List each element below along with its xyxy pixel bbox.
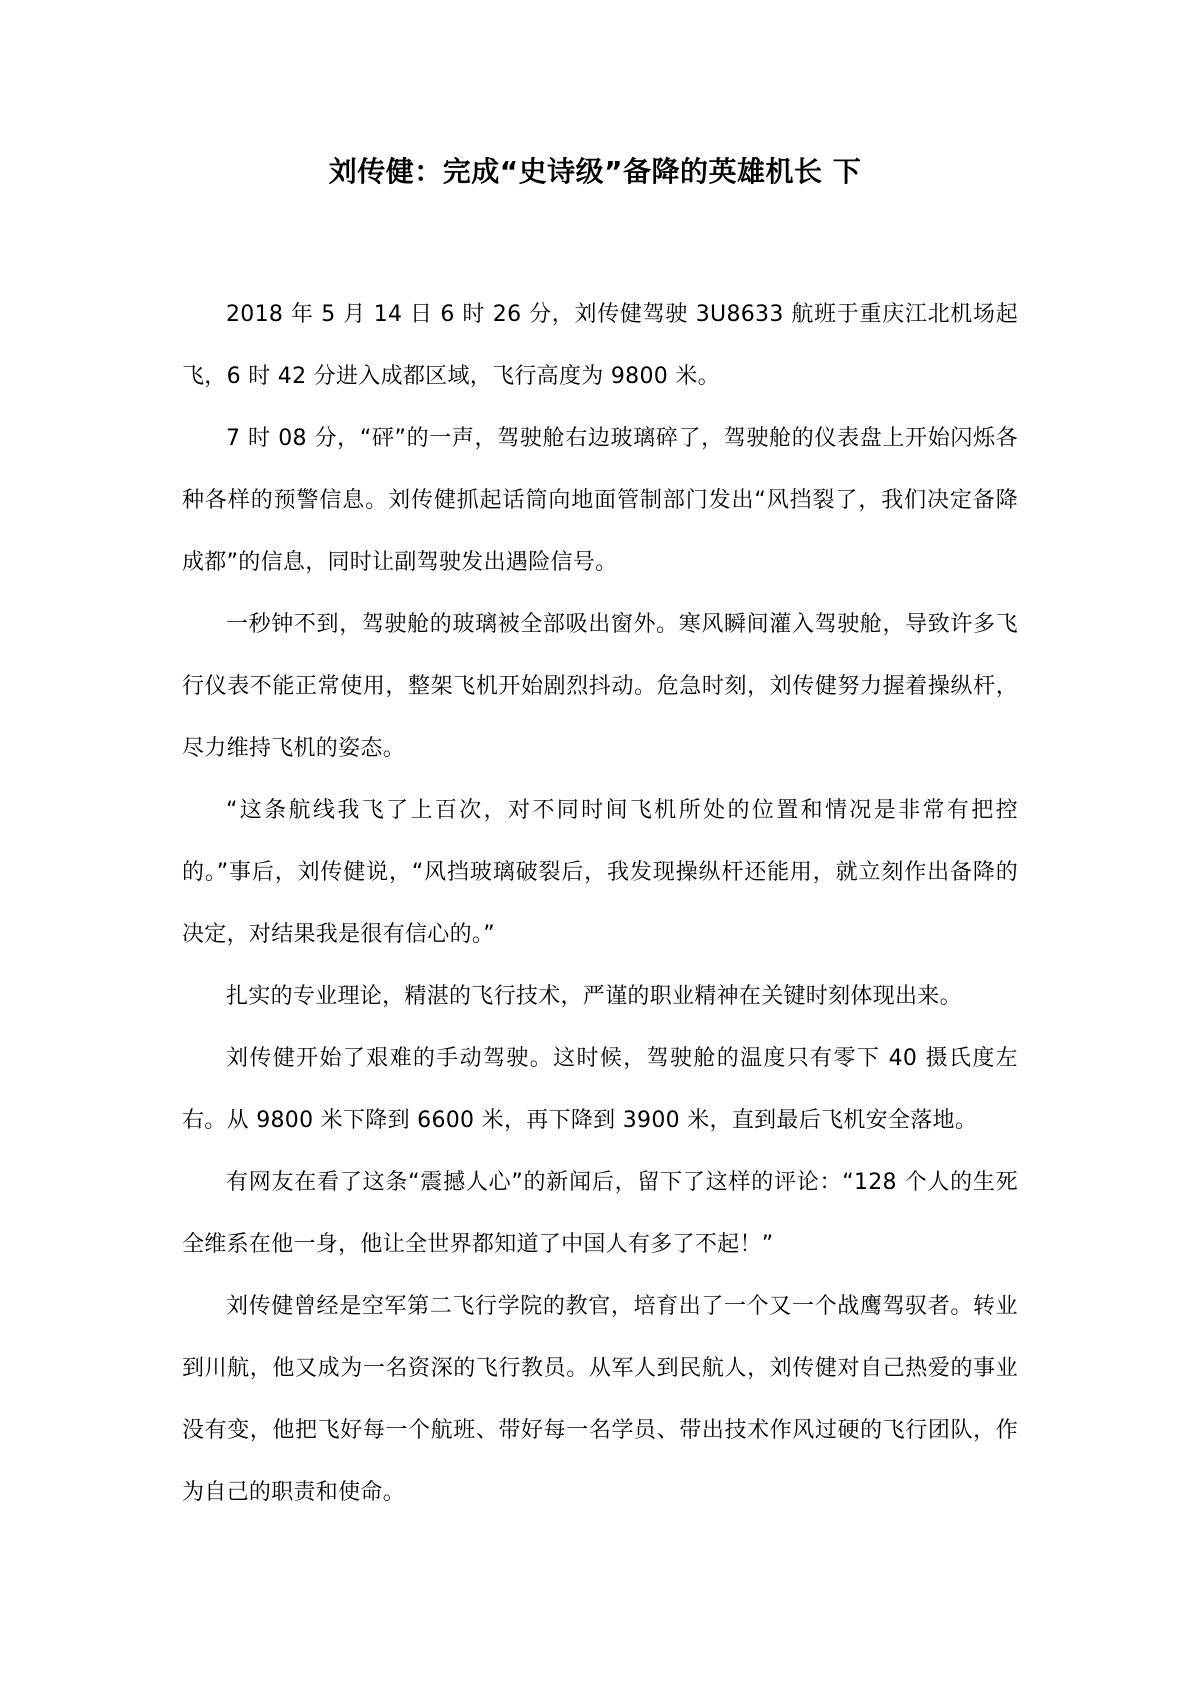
paragraph-captain-quote: “这条航线我飞了上百次，对不同时间飞机所处的位置和情况是非常有把控的。”事后，刘传健说，“风挡玻璃破裂后，我发现操纵杆还能用，就立刻作出备降的决定，对结果我是很有信心的。” bbox=[182, 798, 1018, 947]
document-title: 刘传健：完成“史诗级”备降的英雄机长 下 bbox=[328, 155, 862, 188]
paragraph-cockpit-decompression: 一秒钟不到，驾驶舱的玻璃被全部吸出窗外。寒风瞬间灌入驾驶舱，导致许多飞行仪表不能正常使用，整架飞机开始剧烈抖动。危急时刻，刘传健努力握着操纵杆，尽力维持飞机的姿态。 bbox=[182, 612, 1018, 761]
paragraph-career: 刘传健曾经是空军第二飞行学院的教官，培育出了一个又一个战鹰驾驭者。转业到川航，他又成为一名资深的飞行教员。从军人到民航人，刘传健对自己热爱的事业没有变，他把飞好每一个航班、带好每一名学员、带出技术作风过硬的飞行团队，作为自己的职责和使命。 bbox=[182, 1294, 1018, 1505]
paragraph-professionalism: 扎实的专业理论，精湛的飞行技术，严谨的职业精神在关键时刻体现出来。 bbox=[226, 984, 962, 1009]
paragraph-windshield-crack: 7 时 08 分，“砰”的一声，驾驶舱右边玻璃碎了，驾驶舱的仪表盘上开始闪烁各种各样的预警信息。刘传健抓起话筒向地面管制部门发出“风挡裂了，我们决定备降成都”的信息，同时让副驾驶发出遇险信号。 bbox=[182, 426, 1018, 575]
paragraph-netizen-comment: 有网友在看了这条“震撼人心”的新闻后，留下了这样的评论：“128 个人的生死全维系在他一身，他让全世界都知道了中国人有多了不起！” bbox=[182, 1170, 1018, 1257]
document-body bbox=[182, 284, 1018, 1524]
paragraph-flight-takeoff: 2018 年 5 月 14 日 6 时 26 分，刘传健驾驶 3U8633 航班于重庆江北机场起飞，6 时 42 分进入成都区域，飞行高度为 9800 米。 bbox=[182, 302, 1018, 389]
paragraph-manual-landing: 刘传健开始了艰难的手动驾驶。这时候，驾驶舱的温度只有零下 40 摄氏度左右。从 9800 米下降到 6600 米，再下降到 3900 米，直到最后飞机安全落地。 bbox=[182, 1046, 1018, 1133]
